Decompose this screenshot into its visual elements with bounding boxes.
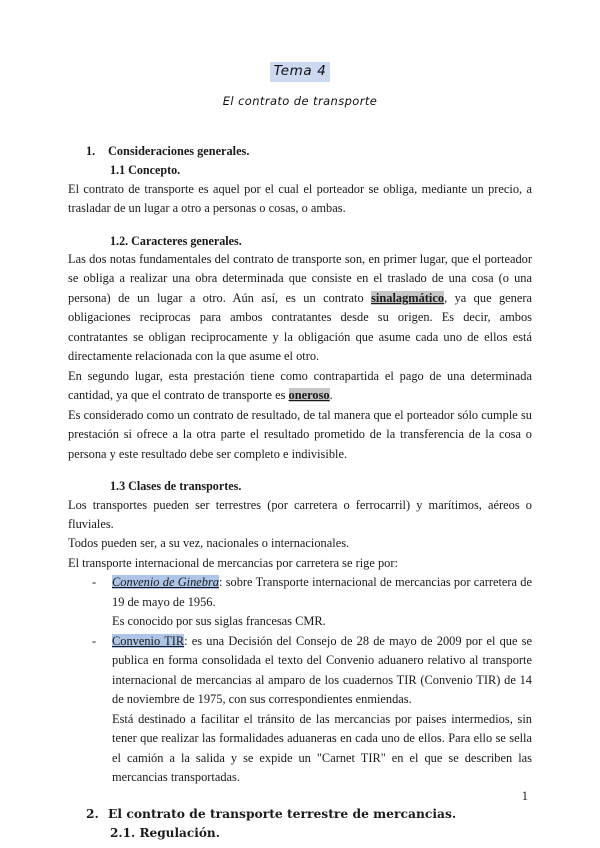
paragraph-1-2-b [68,367,532,406]
list-marker-dash: - [92,575,97,590]
paragraph-1-2-a-before: Las dos notas fundamentales del contrato de transporte son, en primer lugar, que el porteador se obliga a realizar una obra determinada que consiste en el traslado de una cosa (o una persona) de un lugar a otro. Aún así, es un contrato [68,252,532,305]
page-title: Tema 4 [270,62,331,82]
list-item-body [112,573,532,631]
paragraph-1-1: El contrato de transporte es aquel por el cual el porteador se obliga, mediante un precio, a trasladar de un lugar a otro a personas o cosas, o ambas. [68,181,532,216]
list-item-text: : sobre Transporte internacional de mercancias por carretera de 19 de mayo de 1956. [112,575,532,609]
link-convenio-de-ginebra[interactable]: Convenio de Ginebra [112,575,219,590]
paragraph-1-2-c: Es considerado como un contrato de resultado, de tal manera que el porteador sólo cumple su prestación si ofrece a la otra parte el resultado prometido de la transferencia de la cosa o persona y este resultado debe ser completo e indivisible. [68,407,532,461]
document-body [68,62,532,842]
list-item-extra-line: Es conocido por sus siglas francesas CMR. [112,614,326,629]
page-subtitle: El contrato de transporte [222,93,378,108]
title-block [68,62,532,108]
paragraph-1-2-a [68,250,532,367]
list-item-body [112,632,532,788]
section-1-title: Consideraciones generales. [108,143,250,158]
heading-section-2 [68,805,532,823]
paragraph-1-2-a-after: , ya que genera obligaciones reciprocas para ambos contratantes desde su origen. Es decir, ambos contratantes se obligan reciprocamente y la obligación que asume cada uno de ellos está directamente relacionada con la que asume el otro. [68,290,532,364]
heading-section-1-3: 1.3 Clases de transportes. [110,479,242,494]
paragraph-1-3-c: El transporte internacional de mercancias por carretera se rige por: [68,555,398,570]
paragraph-1-3-a: Los transportes pueden ser terrestres (por carretera o ferrocarril) y marítimos, aéreos o fluviales. [68,497,532,531]
paragraph-1-2-b-before: En segundo lugar, esta prestación tiene como contrapartida el pago de una determinada cantidad, ya que el contrato de transporte es [68,368,532,403]
paragraph-1-2-b-after: . [329,388,333,403]
list-marker-dash: - [92,633,97,648]
list-item [68,573,532,631]
section-2-number: 2. [86,805,99,821]
list-item-extra-line: Está destinado a facilitar el tránsito de las mercancias por paises intermedios, sin tener que realizar las formalidades aduaneras en cada uno de ellos. Para ello se sella el camión a la salida y se expide un "Carnet TIR" en el que se describen las mercancias transportadas. [112,711,532,785]
paragraph-1-3-b: Todos pueden ser, a su vez, nacionales o internacionales. [68,536,350,551]
heading-section-1-1: 1.1 Concepto. [110,163,181,178]
term-oneroso: oneroso [288,388,330,403]
term-sinalagmatico: sinalagmático [371,290,445,305]
link-convenio-tir[interactable]: Convenio TIR [112,633,185,648]
section-2-title: El contrato de transporte terrestre de mercancias. [108,805,457,821]
list-item-text: : es una Decisión del Consejo de 28 de mayo de 2009 por el que se publica en forma consolidada el texto del Convenio aduanero relativo al transporte internacional de mercancias al amparo de los cuadernos TIR (Convenio TIR) de 14 de noviembre de 1975, con sus correspondientes enmiendas. [112,633,532,707]
heading-section-2-1: 2.1. Regulación. [110,826,220,840]
heading-section-1 [68,142,532,160]
list-item [68,632,532,788]
section-1-number: 1. [86,143,96,158]
page-number: 1 [521,789,528,803]
heading-section-1-2: 1.2. Caracteres generales. [110,233,242,248]
